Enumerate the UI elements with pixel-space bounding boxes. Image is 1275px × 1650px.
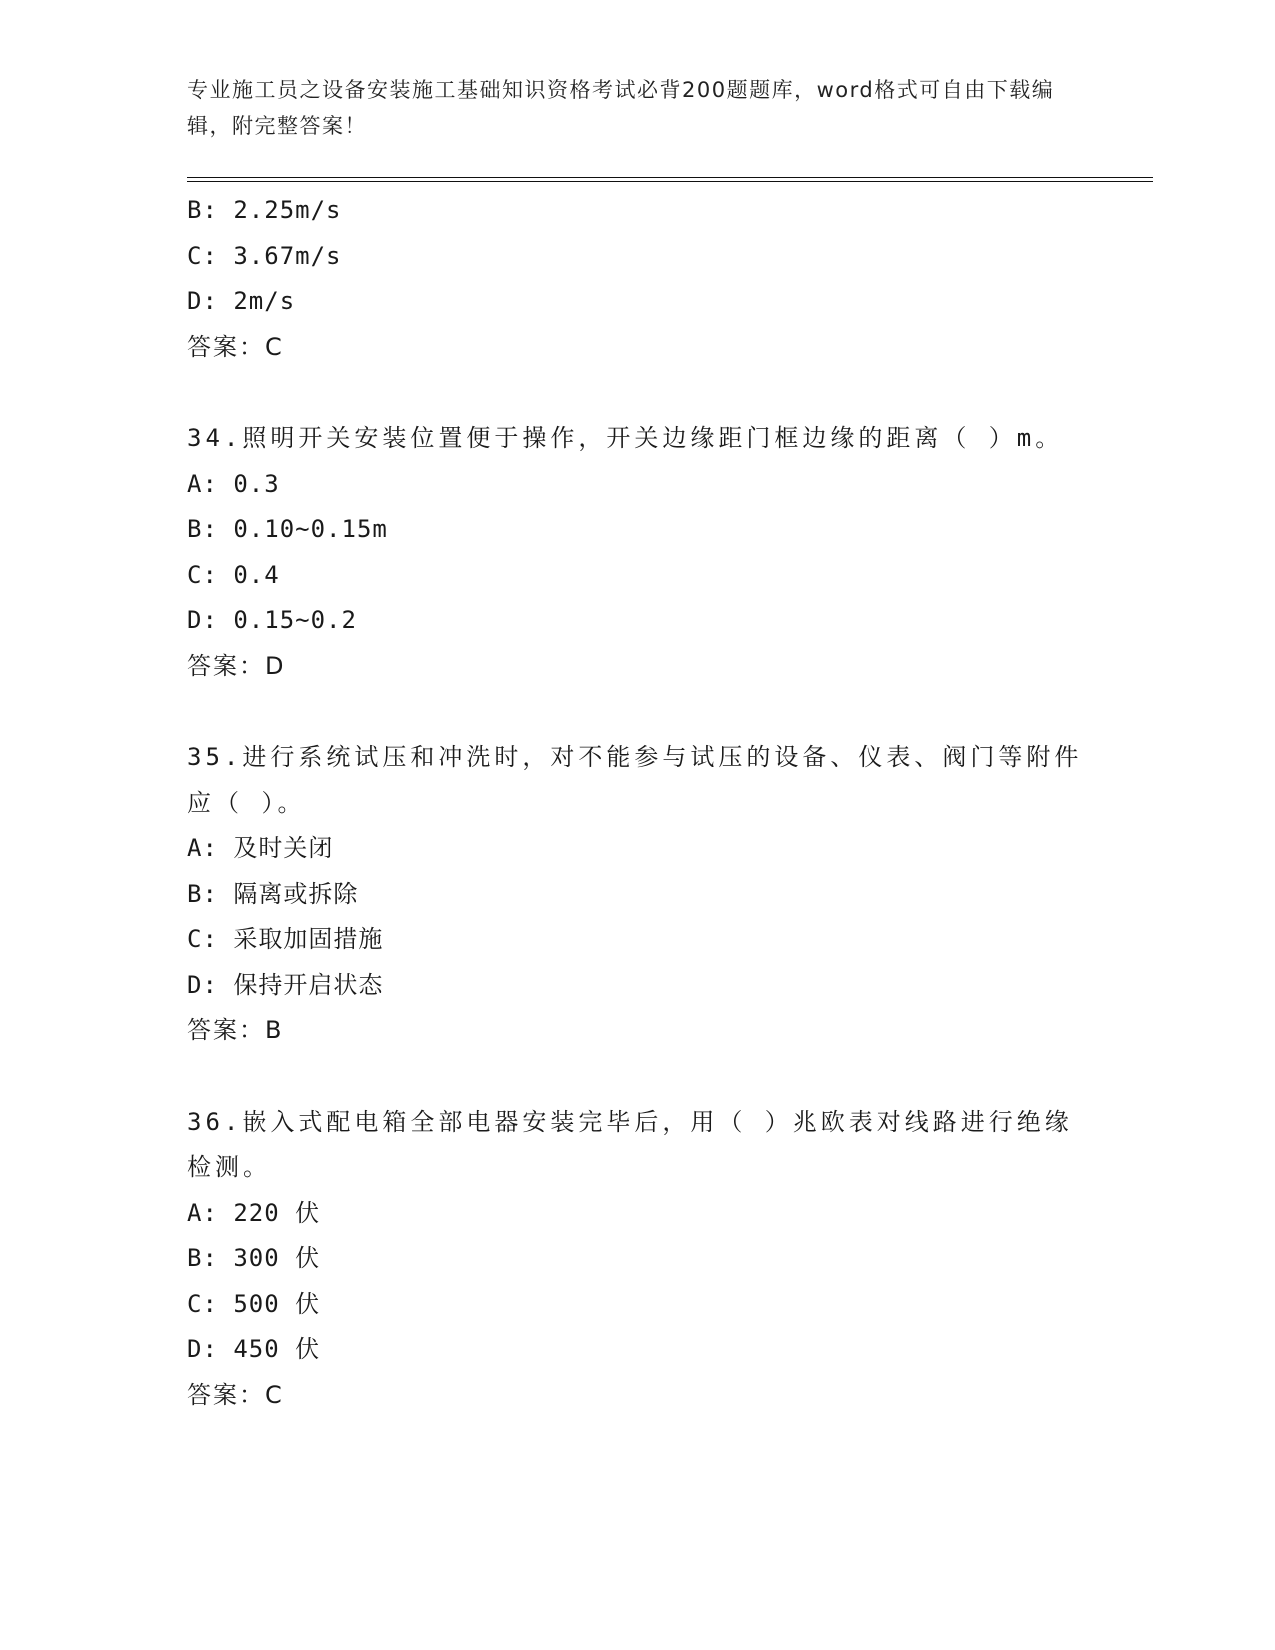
option-a: A: 及时关闭 — [187, 834, 334, 862]
option-b: B: 2.25m/s — [187, 196, 342, 224]
option-a: A: 220 伏 — [187, 1198, 321, 1227]
option-d: D: 450 伏 — [187, 1335, 321, 1363]
option-c: C: 500 伏 — [187, 1289, 321, 1318]
answer-line: 答案：D — [187, 651, 286, 680]
question-34 — [187, 416, 1087, 689]
option-b: B: 300 伏 — [187, 1244, 321, 1272]
answer-line: 答案：B — [187, 1016, 284, 1044]
option-b: B: 隔离或拆除 — [187, 879, 359, 908]
spacer — [187, 1054, 1087, 1100]
question-stem: 34.照明开关安装位置便于操作，开关边缘距门框边缘的距离（ ）m。 — [187, 424, 1064, 452]
answer-line: 答案：C — [187, 1380, 284, 1409]
option-d: D: 2m/s — [187, 287, 296, 315]
question-stem: 35.进行系统试压和冲洗时，对不能参与试压的设备、仪表、阀门等附件应（ ）。 — [187, 743, 1083, 817]
question-stem: 36.嵌入式配电箱全部电器安装完毕后，用（ ）兆欧表对线路进行绝缘检测。 — [187, 1107, 1073, 1181]
answer-line: 答案：C — [187, 332, 284, 361]
question-35 — [187, 735, 1087, 1054]
question-content — [187, 188, 1087, 1418]
option-c: C: 采取加固措施 — [187, 925, 384, 953]
spacer — [187, 370, 1087, 416]
option-a: A: 0.3 — [187, 469, 280, 498]
option-d: D: 0.15~0.2 — [187, 606, 357, 634]
header-rule-top — [187, 177, 1153, 178]
question-36 — [187, 1100, 1087, 1419]
spacer — [187, 689, 1087, 735]
previous-question-tail — [187, 188, 1087, 370]
option-c: C: 0.4 — [187, 560, 280, 589]
option-b: B: 0.10~0.15m — [187, 515, 388, 543]
option-d: D: 保持开启状态 — [187, 970, 384, 999]
header-rule-bottom — [187, 181, 1153, 182]
option-c: C: 3.67m/s — [187, 241, 342, 270]
document-header: 专业施工员之设备安装施工基础知识资格考试必背200题题库，word格式可自由下载编辑，附完整答案！ — [187, 78, 1055, 138]
